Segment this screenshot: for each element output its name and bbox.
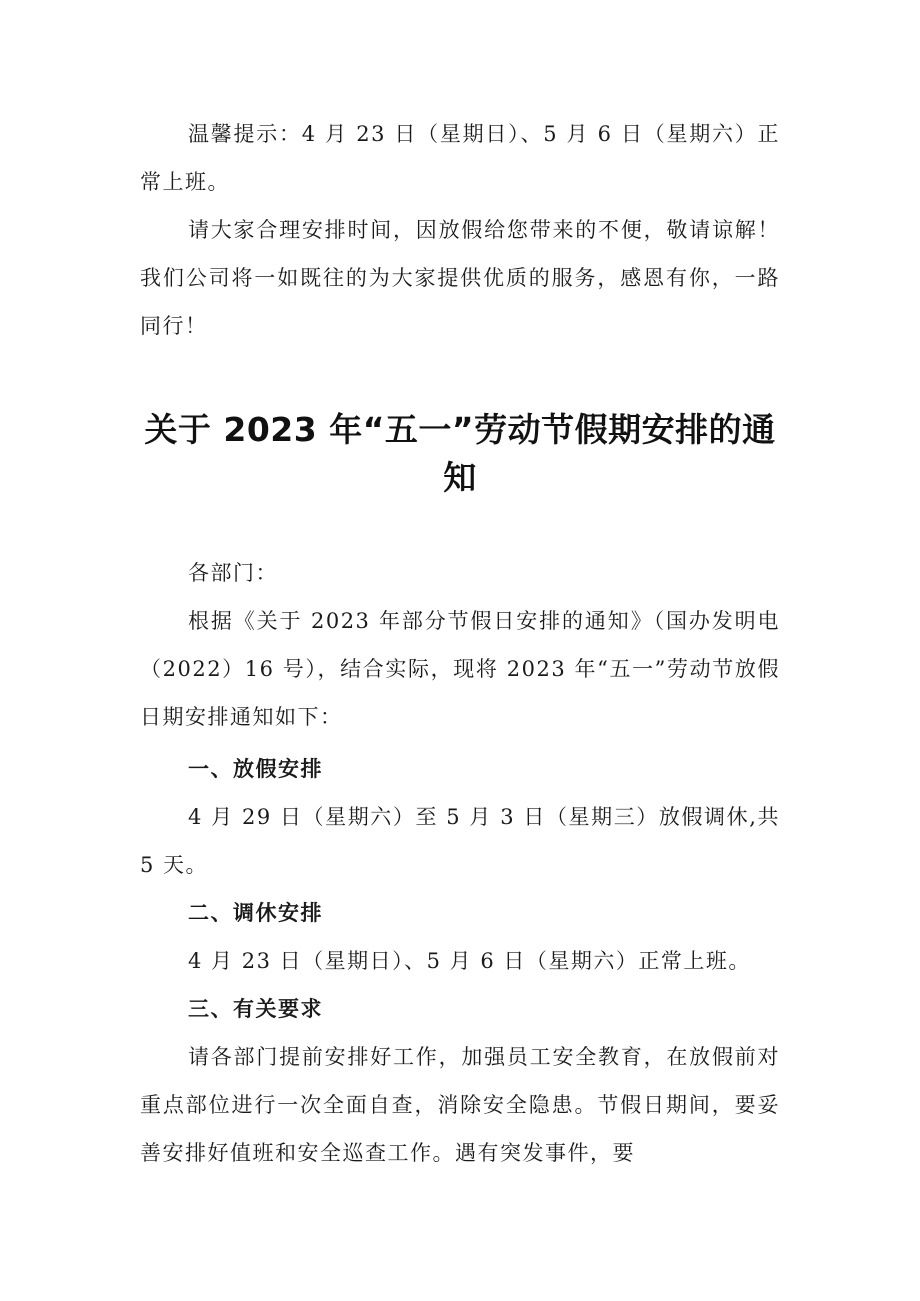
section-heading-requirements: 三、有关要求 [188,997,323,1021]
section-body-workday: 4 月 23 日（星期日）、5 月 6 日（星期六）正常上班。 [188,949,751,973]
section-body-requirements: 请各部门提前安排好工作，加强员工安全教育，在放假前对重点部位进行一次全面自查，消除安全隐患。节假日期间，要妥善安排好值班和安全巡查工作。遇有突发事件，要 [140,1045,780,1165]
closing-paragraph: 请大家合理安排时间，因放假给您带来的不便，敬请谅解！我们公司将一如既往的为大家提供优质的服务，感恩有你，一路同行！ [140,218,780,338]
salutation: 各部门： [188,561,278,585]
notice-title-line-1: 关于 2023 年“五一”劳动节假期安排的通 [144,410,776,449]
notice-title-line-2: 知 [443,458,477,497]
section-heading-holiday: 一、放假安排 [188,757,323,781]
intro-paragraph: 根据《关于 2023 年部分节假日安排的通知》（国办发明电（2022）16 号），结合实际，现将 2023 年“五一”劳动节放假日期安排通知如下： [140,609,780,729]
holiday-tip-paragraph: 温馨提示：4 月 23 日（星期日）、5 月 6 日（星期六）正常上班。 [140,122,780,194]
section-body-holiday: 4 月 29 日（星期六）至 5 月 3 日（星期三）放假调休,共 5 天。 [140,805,780,877]
section-heading-workday: 二、调休安排 [188,901,323,925]
